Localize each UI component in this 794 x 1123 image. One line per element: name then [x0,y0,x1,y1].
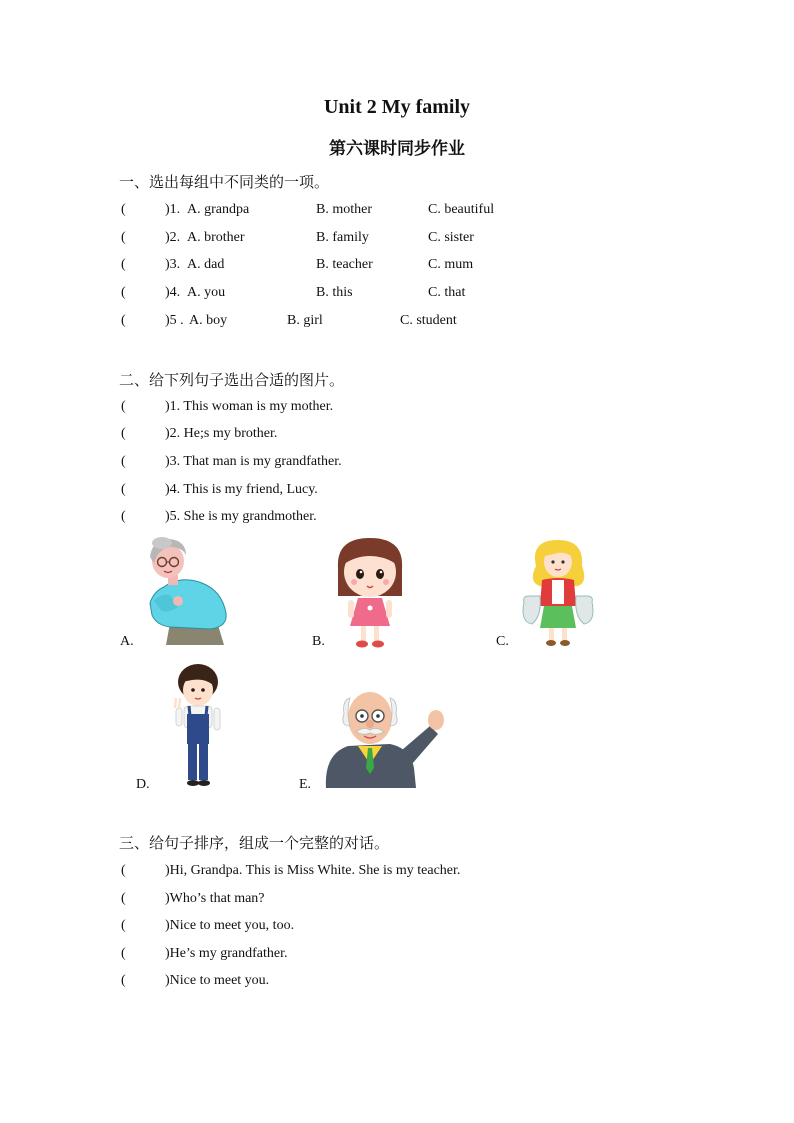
option-a: A. you [187,285,226,300]
answer-blank: ( [121,973,126,988]
dialogue-line: )Nice to meet you. [165,973,270,988]
dialogue-line: )Hi, Grandpa. This is Miss White. She is my teacher. [165,863,461,878]
item-number: )1. [165,202,181,217]
option-a: A. grandpa [187,202,250,217]
sentence: )1. This woman is my mother. [165,399,334,414]
option-b: B. this [316,285,353,300]
picture-label-e: E. [299,777,312,792]
item-number: )3. [165,257,181,272]
item-number: )5 . [165,313,184,328]
option-a: A. boy [189,313,228,328]
section1-heading: 一、选出每组中不同类的一项。 [119,173,330,191]
section3-heading: 三、给句子排序，组成一个完整的对话。 [119,834,390,852]
answer-blank: ( [121,426,126,441]
sentence: )5. She is my grandmother. [165,509,317,524]
item-number: )4. [165,285,181,300]
dialogue-line: )He’s my grandfather. [165,946,288,961]
mother-icon [518,536,598,648]
answer-blank: ( [121,863,126,878]
option-c: C. sister [428,230,474,245]
answer-blank: ( [121,257,126,272]
answer-blank: ( [121,482,126,497]
picture-label-c: C. [496,634,509,649]
option-b: B. girl [287,313,323,328]
option-a: A. brother [187,230,245,245]
boy-icon [168,662,228,790]
answer-blank: ( [121,509,126,524]
option-b: B. teacher [316,257,373,272]
option-c: C. mum [428,257,474,272]
sentence: )4. This is my friend, Lucy. [165,482,318,497]
answer-blank: ( [121,399,126,414]
option-c: C. beautiful [428,202,495,217]
answer-blank: ( [121,946,126,961]
answer-blank: ( [121,313,126,328]
page-title: Unit 2 My family [323,96,471,118]
grandfather-icon [318,684,450,790]
picture-label-a: A. [120,634,134,649]
item-number: )2. [165,230,181,245]
answer-blank: ( [121,918,126,933]
option-c: C. that [428,285,466,300]
grandmother-icon [140,535,232,647]
sentence: )3. That man is my grandfather. [165,454,342,469]
option-a: A. dad [187,257,225,272]
section2-heading: 二、给下列句子选出合适的图片。 [119,371,345,389]
answer-blank: ( [121,285,126,300]
sentence: )2. He;s my brother. [165,426,278,441]
answer-blank: ( [121,454,126,469]
picture-label-b: B. [312,634,325,649]
page-subtitle: 第六课时同步作业 [329,139,465,159]
girl-icon [330,534,410,650]
dialogue-line: )Nice to meet you, too. [165,918,295,933]
picture-label-d: D. [136,777,150,792]
option-b: B. mother [316,202,372,217]
option-c: C. student [400,313,457,328]
answer-blank: ( [121,230,126,245]
answer-blank: ( [121,891,126,906]
answer-blank: ( [121,202,126,217]
dialogue-line: )Who’s that man? [165,891,265,906]
option-b: B. family [316,230,369,245]
